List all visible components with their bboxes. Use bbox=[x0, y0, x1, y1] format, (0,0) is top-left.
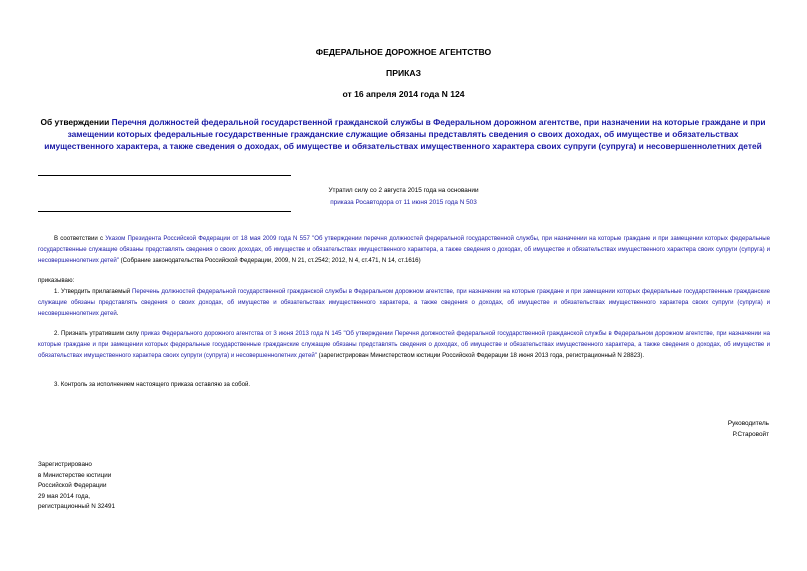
registration-line-1: Зарегистрировано bbox=[38, 461, 92, 468]
item-1-end: . bbox=[116, 309, 119, 317]
lost-force-note bbox=[296, 185, 511, 209]
registration-line-5: регистрационный N 32491 bbox=[38, 503, 116, 511]
item-3: 3. Контроль за исполнением настоящего приказа оставляю за собой. bbox=[54, 381, 251, 388]
registration-line-4: 29 мая 2014 года, bbox=[38, 492, 90, 500]
preamble-text-2: (Собрание законодательства Российской Федерации, 2009, N 21, ст.2542; 2012, N 4, ст.471, N 14, ст.1616) bbox=[118, 256, 421, 264]
signature-role: Руководитель bbox=[727, 420, 769, 427]
signature-name: Р.Старовойт bbox=[732, 431, 769, 438]
doc-title bbox=[38, 116, 768, 152]
doc-title-prefix: Об утверждении bbox=[40, 117, 112, 127]
registration-block bbox=[38, 460, 238, 513]
preamble-text-1: В соответствии с bbox=[54, 235, 106, 242]
lost-force-link[interactable]: приказа Росавтодора от 11 июня 2015 года N 503 bbox=[330, 199, 477, 206]
list-link[interactable]: Перечень должностей федеральной государственной гражданской службы в Федеральном дорожном агентстве, при назначении на которые граждане и при замещении которых федеральные государственные гражданские служащие обязаны представлять сведения о своих доходах, об имуществе и обязательствах имущественного характера, а также сведения о доходах, об имуществе и обязательствах имущественного характера своих супруги (супруга) и несовершеннолетних детей bbox=[38, 288, 770, 317]
signature-block bbox=[569, 418, 769, 440]
preamble-paragraph bbox=[38, 234, 770, 267]
separator-top bbox=[38, 175, 291, 176]
doc-date-number: от 16 апреля 2014 года N 124 bbox=[342, 89, 465, 99]
lost-force-text: Утратил силу со 2 августа 2015 года на основании bbox=[328, 187, 479, 194]
separator-bottom bbox=[38, 211, 291, 212]
order-word: приказываю: bbox=[38, 277, 75, 284]
agency-name: ФЕДЕРАЛЬНОЕ ДОРОЖНОЕ АГЕНТСТВО bbox=[315, 47, 492, 57]
doc-type: ПРИКАЗ bbox=[386, 68, 421, 78]
registration-line-2: в Министерстве юстиции bbox=[38, 471, 112, 479]
doc-title-link[interactable]: Перечня должностей федеральной государственной гражданской службы в Федеральном дорожном агентстве, при назначении на которые граждане и при замещении которых федеральные государственные гражданские служащие обязаны представлять сведения о своих доходах, об имуществе и обязательствах имущественного характера, а также сведения о доходах, об имуществе и обязательствах имущественного характера своих супруги (супруга) и несовершеннолетних детей bbox=[44, 117, 766, 151]
item-2-end: (зарегистрирован Министерством юстиции Российской Федерации 18 июня 2013 года, регистрационный N 28823). bbox=[316, 351, 645, 359]
revoked-order-link[interactable]: приказ Федерального дорожного агентства от 3 июня 2013 года N 145 "Об утверждении Перечня должностей федеральной государственной гражданской службы в Федеральном дорожном агентстве, при назначении на которые граждане и при замещении которых федеральные государственные гражданские служащие обязаны представлять сведения о доходах, об имуществе и обязательствах имущественного характера, а также сведения о доходах, об имуществе и обязательствах имущественного характера своих супруги (супруга) и несовершеннолетних детей" bbox=[38, 330, 770, 359]
decree-link[interactable]: Указом Президента Российской Федерации от 18 мая 2009 года N 557 "Об утверждении перечня должностей федеральной государственной службы, при назначении на которые граждане и при замещении которых федеральные государственные служащие обязаны представлять сведения о своих доходах, об имуществе и обязательствах имущественного характера, а также сведения о доходах, об имуществе и обязательствах имущественного характера своих супруги (супруга) и несовершеннолетних детей" bbox=[38, 235, 771, 264]
registration-line-3: Российской Федерации bbox=[38, 482, 107, 490]
item-1-text: 1. Утвердить прилагаемый bbox=[54, 288, 133, 295]
item-2 bbox=[38, 329, 770, 362]
item-1 bbox=[38, 287, 770, 320]
item-2-text: 2. Признать утратившим силу bbox=[54, 330, 141, 337]
